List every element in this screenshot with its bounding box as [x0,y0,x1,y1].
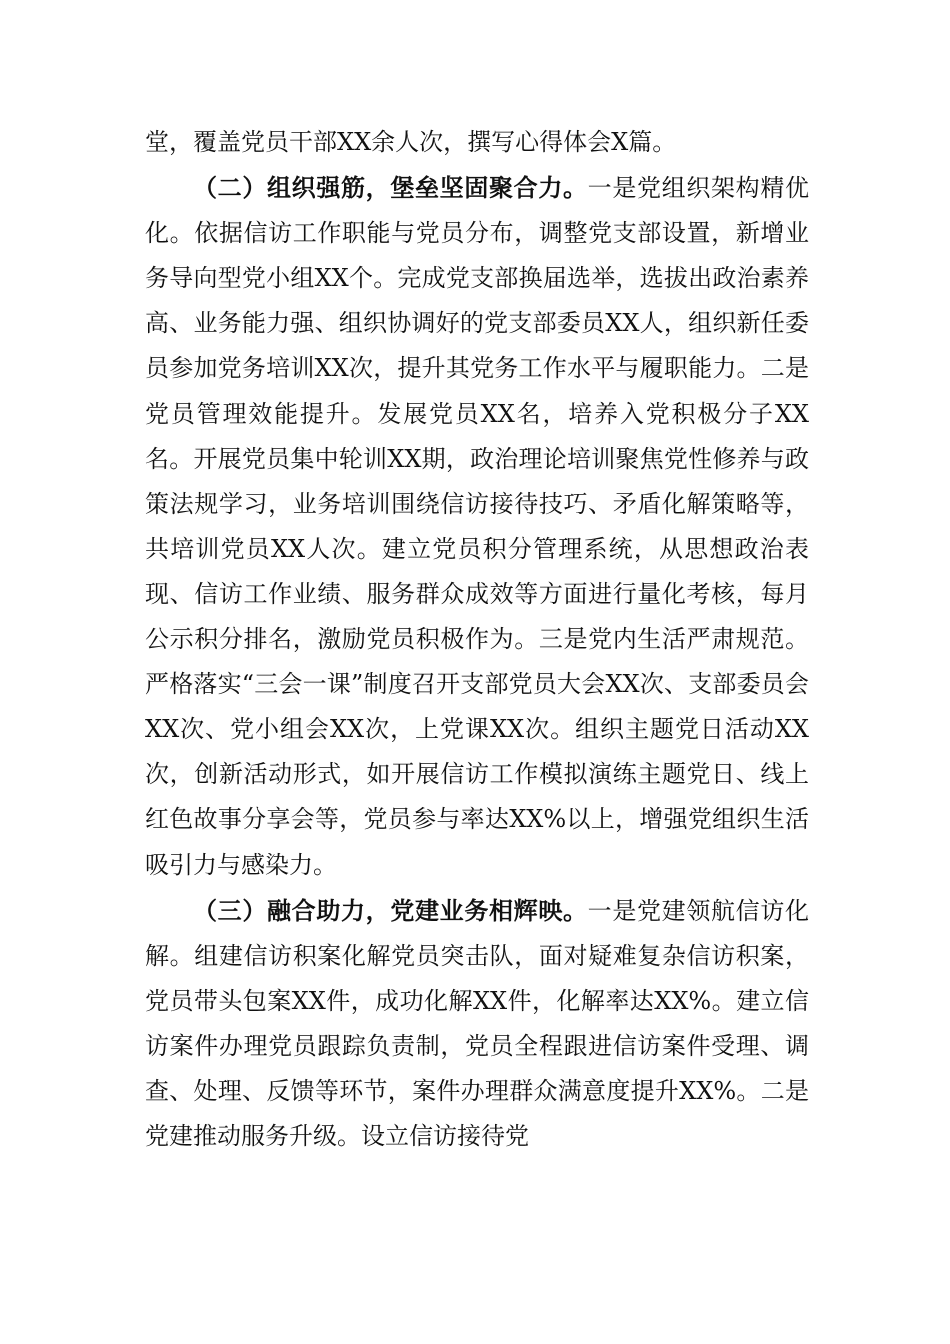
section-2-paragraph [145,165,809,888]
section-3-paragraph [145,888,809,1160]
section-2-body: 一是党组织架构精优化。依据信访工作职能与党员分布，调整党支部设置，新增业务导向型党小组XX个。完成党支部换届选举，选拔出政治素养高、业务能力强、组织协调好的党支部委员XX人，组织新任委员参加党务培训XX次，提升其党务工作水平与履职能力。二是党员管理效能提升。发展党员XX名，培养入党积极分子XX名。开展党员集中轮训XX期，政治理论培训聚焦党性修养与政策法规学习，业务培训围绕信访接待技巧、矛盾化解策略等，共培训党员XX人次。建立党员积分管理系统，从思想政治表现、信访工作业绩、服务群众成效等方面进行量化考核，每月公示积分排名，激励党员积极作为。三是党内生活严肃规范。严格落实“三会一课”制度召开支部党员大会XX次、支部委员会XX次、党小组会XX次，上党课XX次。组织主题党日活动XX次，创新活动形式，如开展信访工作模拟演练主题党日、线上红色故事分享会等，党员参与率达XX%以上，增强党组织生活吸引力与感染力。 [145,174,810,879]
section-2-heading: （二）组织强筋，堡垒坚固聚合力。 [193,173,588,203]
document-body [145,120,809,1159]
section-3-heading: （三）融合助力，党建业务相辉映。 [193,895,588,925]
section-3-body: 一是党建领航信访化解。组建信访积案化解党员突击队，面对疑难复杂信访积案，党员带头包案XX件，成功化解XX件，化解率达XX%。建立信访案件办理党员跟踪负责制，党员全程跟进信访案件受理、调查、处理、反馈等环节，案件办理群众满意度提升XX%。二是党建推动服务升级。设立信访接待党 [145,896,810,1151]
continuation-paragraph: 堂，覆盖党员干部XX余人次，撰写心得体会X篇。 [145,128,677,156]
